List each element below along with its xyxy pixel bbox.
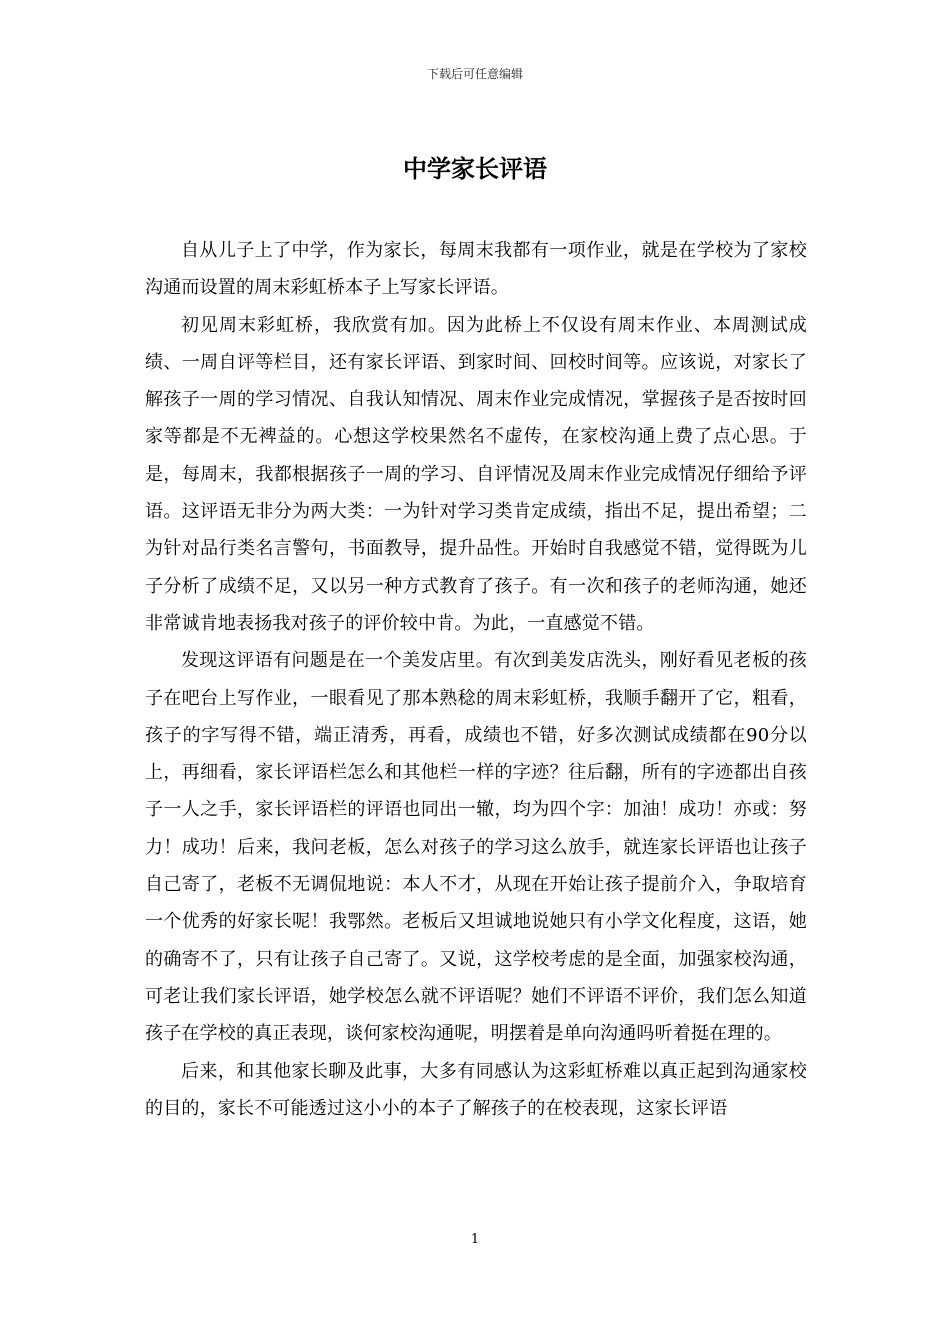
paragraph-1: 自从儿子上了中学，作为家长，每周末我都有一项作业，就是在学校为了家校沟通而设置的周末彩虹桥本子上写家长评语。 bbox=[145, 240, 807, 299]
document-body bbox=[145, 232, 807, 1127]
header-note: 下载后可任意编辑 bbox=[426, 67, 523, 81]
page-number: 1 bbox=[470, 1232, 480, 1247]
paragraph-3: 发现这评语有问题是在一个美发店里。有次到美发店洗头，刚好看见老板的孩子在吧台上写作业，一眼看见了那本熟稔的周末彩虹桥，我顺手翻开了它，粗看，孩子的字写得不错，端正清秀，再看，成绩也不错，好多次测试成绩都在90分以上，再细看，家长评语栏怎么和其他栏一样的字迹？往后翻，所有的字迹都出自孩子一人之手，家长评语栏的评语也同出一辙，均为四个字：加油！成功！亦或：努力！成功！后来，我问老板，怎么对孩子的学习这么放手，就连家长评语也让孩子自己寄了，老板不无调侃地说：本人不才，从现在开始让孩子提前介入，争取培育一个优秀的好家长呢！我鄂然。老板后又坦诚地说她只有小学文化程度，这语，她的确寄不了，只有让孩子自己寄了。又说，这学校考虑的是全面，加强家校沟通，可老让我们家长评语，她学校怎么就不评语呢？她们不评语不评价，我们怎么知道孩子在学校的真正表现，谈何家校沟通呢，明摆着是单向沟通吗听着挺在理的。 bbox=[145, 650, 807, 1045]
paragraph-4: 后来，和其他家长聊及此事，大多有同感认为这彩虹桥难以真正起到沟通家校的目的，家长不可能透过这小小的本子了解孩子的在校表现，这家长评语 bbox=[145, 1060, 807, 1119]
paragraph-2: 初见周末彩虹桥，我欣赏有加。因为此桥上不仅设有周末作业、本周测试成绩、一周自评等栏目，还有家长评语、到家时间、回校时间等。应该说，对家长了解孩子一周的学习情况、自我认知情况、周末作业完成情况，掌握孩子是否按时回家等都是不无裨益的。心想这学校果然名不虚传，在家校沟通上费了点心思。于是，每周末，我都根据孩子一周的学习、自评情况及周末作业完成情况仔细给予评语。这评语无非分为两大类：一为针对学习类肯定成绩，指出不足，提出希望；二为针对品行类名言警句，书面教导，提升品性。开始时自我感觉不错，觉得既为儿子分析了成绩不足，又以另一种方式教育了孩子。有一次和孩子的老师沟通，她还非常诚肯地表扬我对孩子的评价较中肯。为此，一直感觉不错。 bbox=[145, 314, 807, 634]
document-title: 中学家长评语 bbox=[403, 154, 547, 183]
